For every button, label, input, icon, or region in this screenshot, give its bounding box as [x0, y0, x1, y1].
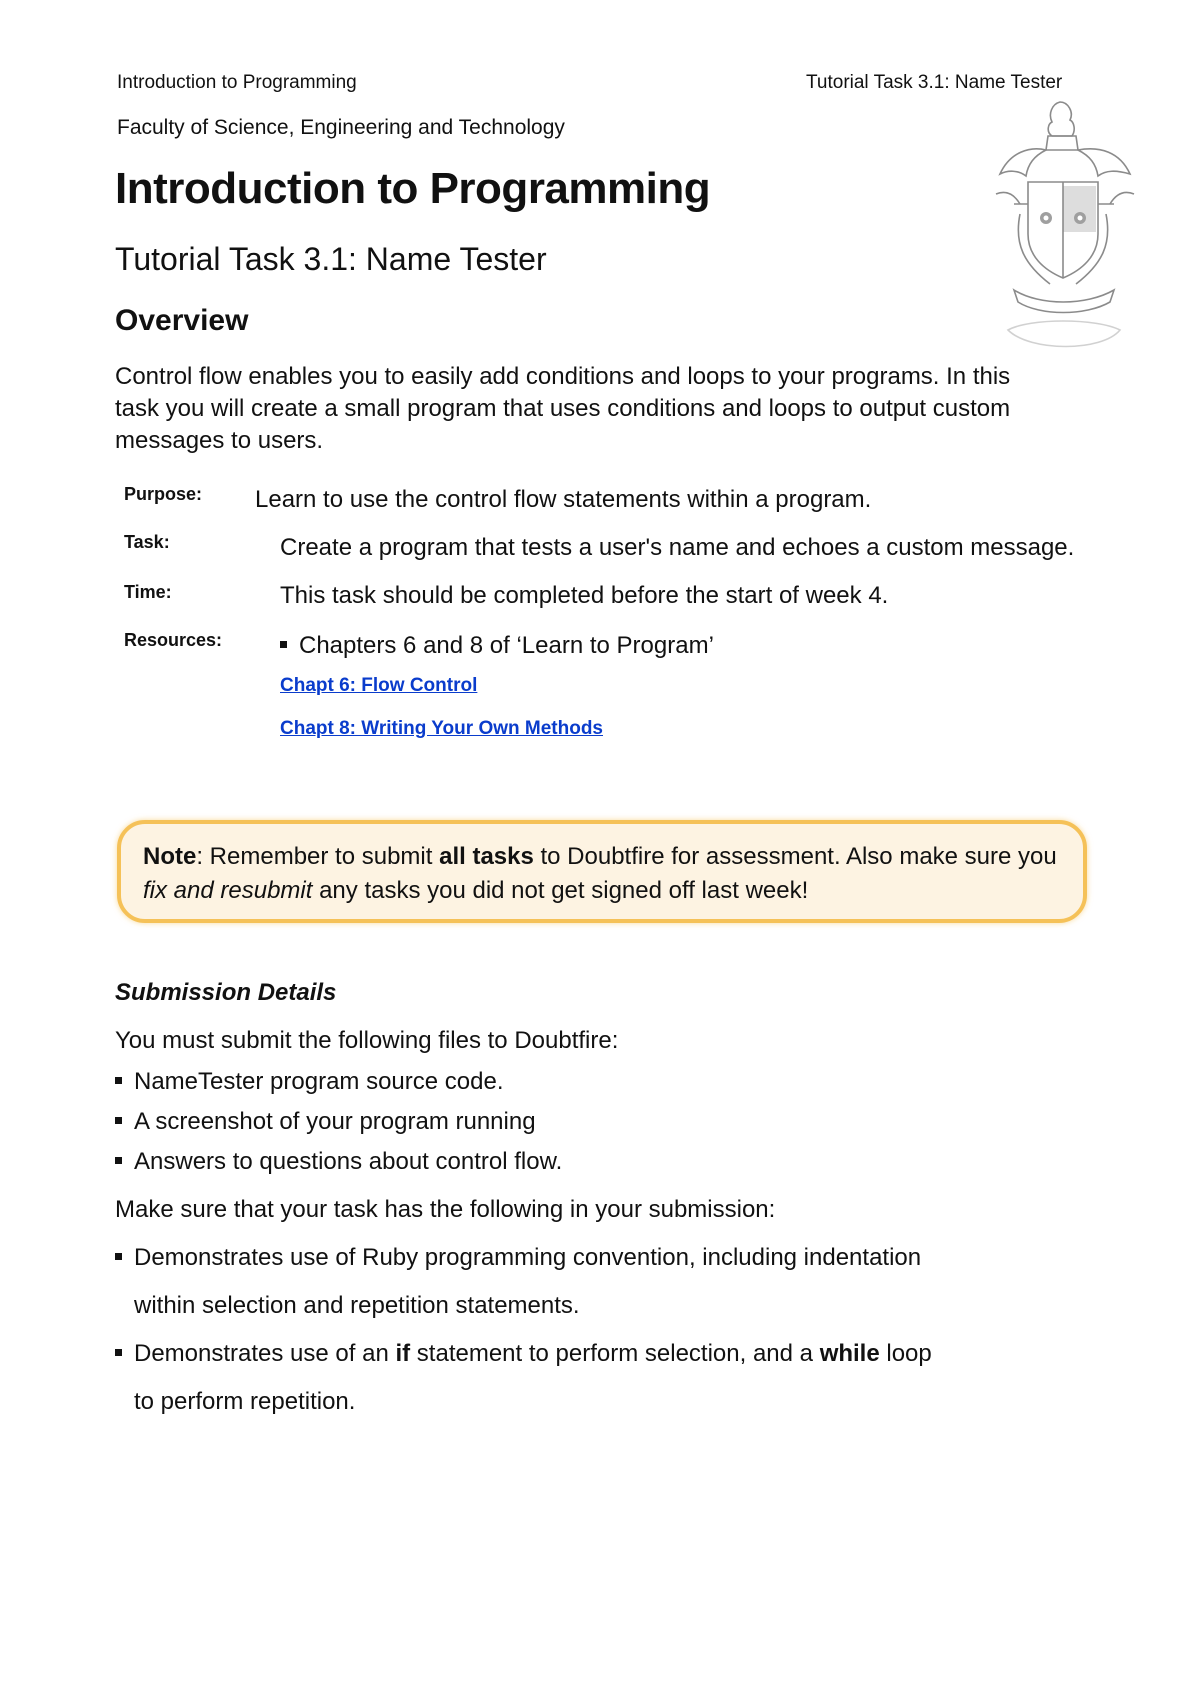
requirement-2-if: if: [395, 1340, 411, 1367]
note-bold-1: all tasks: [439, 843, 534, 870]
task-label: Task:: [124, 532, 170, 552]
requirement-2-text-b: statement to perform selection, and a: [410, 1340, 820, 1367]
make-sure-text: Make sure that your task has the following in your submission:: [115, 1196, 776, 1223]
purpose-label: Purpose:: [124, 484, 203, 504]
bullet-icon: [115, 1349, 122, 1356]
file-item-text: Answers to questions about control flow.: [134, 1148, 563, 1175]
note-text-2: to Doubtfire for assessment. Also make sure you: [533, 843, 1057, 870]
requirement-2-text-a: Demonstrates use of an: [134, 1340, 396, 1367]
header-right: Tutorial Task 3.1: Name Tester: [806, 72, 1063, 93]
faculty-name: Faculty of Science, Engineering and Technology: [117, 116, 565, 139]
purpose-value: Learn to use the control flow statements within a program.: [255, 486, 872, 513]
list-item: [115, 1108, 536, 1136]
bullet-icon: [280, 641, 287, 648]
submission-heading: Submission Details: [115, 979, 337, 1006]
submission-intro: You must submit the following files to Doubtfire:: [115, 1027, 619, 1054]
overview-heading: Overview: [115, 304, 249, 337]
bullet-icon: [115, 1157, 122, 1164]
page-title: Introduction to Programming: [115, 164, 711, 213]
page-subtitle: Tutorial Task 3.1: Name Tester: [115, 241, 547, 277]
list-item: [115, 1148, 562, 1176]
note-box: [117, 820, 1087, 923]
link-chapter-6[interactable]: Chapt 6: Flow Control: [280, 675, 478, 696]
file-item-text: A screenshot of your program running: [134, 1108, 536, 1135]
list-item: [115, 1244, 921, 1272]
time-label: Time:: [124, 582, 172, 602]
list-item: [115, 1340, 932, 1368]
requirement-2-line-2: to perform repetition.: [134, 1388, 356, 1415]
resources-value: Chapters 6 and 8 of ‘Learn to Program’: [299, 632, 714, 659]
header-left: Introduction to Programming: [117, 72, 357, 93]
list-item: [115, 1068, 504, 1096]
requirement-2-while: while: [819, 1340, 880, 1367]
bullet-icon: [115, 1253, 122, 1260]
university-crest-icon: [990, 94, 1140, 364]
requirement-1-line-1: Demonstrates use of Ruby programming convention, including indentation: [134, 1244, 922, 1271]
bullet-icon: [115, 1077, 122, 1084]
resources-item: [280, 632, 714, 660]
note-label: Note: [143, 843, 197, 870]
requirement-1-line-2: within selection and repetition statements.: [134, 1292, 580, 1319]
requirement-2-text-c: loop: [879, 1340, 932, 1367]
file-item-text: NameTester program source code.: [134, 1068, 504, 1095]
note-text-3: any tasks you did not get signed off last week!: [312, 877, 809, 904]
task-value: Create a program that tests a user's name and echoes a custom message.: [280, 534, 1075, 561]
resources-label: Resources:: [124, 630, 223, 650]
overview-text: Control flow enables you to easily add conditions and loops to your programs. In this task you will create a small program that uses conditions and loops to output custom messages to users.: [115, 363, 1011, 454]
bullet-icon: [115, 1117, 122, 1124]
time-value: This task should be completed before the start of week 4.: [280, 582, 889, 609]
note-text-1: : Remember to submit: [196, 843, 440, 870]
link-chapter-8[interactable]: Chapt 8: Writing Your Own Methods: [280, 718, 603, 739]
note-italic-1: fix and resubmit: [143, 877, 313, 904]
